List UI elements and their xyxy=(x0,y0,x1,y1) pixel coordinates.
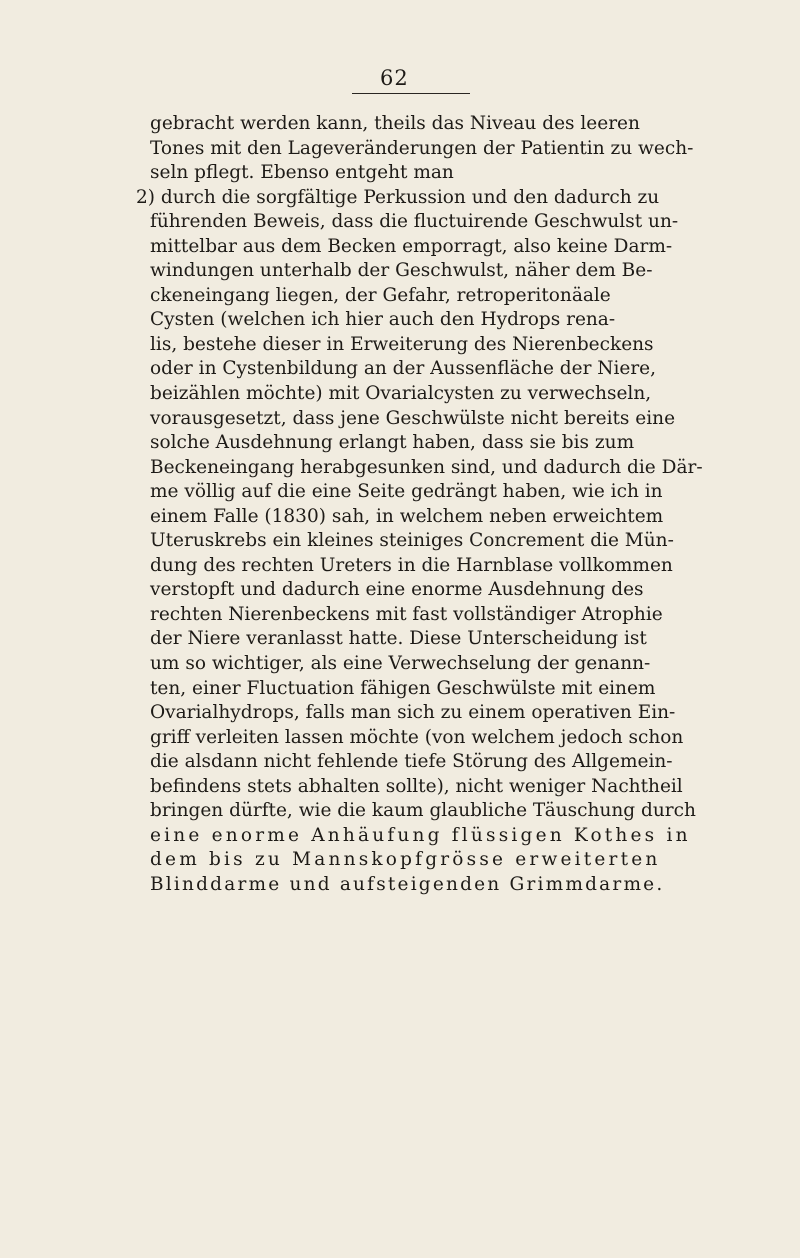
text-line: Uteruskrebs ein kleines steiniges Concrement die Mün- xyxy=(150,530,674,552)
text-line: me völlig auf die eine Seite gedrängt haben, wie ich in xyxy=(150,481,663,503)
body-text xyxy=(136,112,790,898)
text-line: der Niere veranlasst hatte. Diese Unterscheidung ist xyxy=(150,628,647,650)
text-line: führenden Beweis, dass die fluctuirende Geschwulst un- xyxy=(150,211,679,233)
text-line: die alsdann nicht fehlende tiefe Störung des Allgemein- xyxy=(150,751,673,773)
page-number: 62 xyxy=(380,66,409,90)
text-line: verstopft und dadurch eine enorme Ausdehnung des xyxy=(150,579,644,601)
text-line: mittelbar aus dem Becken emporragt, also keine Darm- xyxy=(150,235,673,257)
text-line: um so wichtiger, als eine Verwechselung der genann- xyxy=(150,653,651,675)
text-line: Beckeneingang herabgesunken sind, und dadurch die Där- xyxy=(150,456,703,478)
text-line: beizählen möchte) mit Ovarialcysten zu verwechseln, xyxy=(150,383,652,405)
text-line: Cysten (welchen ich hier auch den Hydrops rena- xyxy=(150,309,616,331)
header-rule xyxy=(352,93,470,94)
text-line: rechten Nierenbeckens mit fast vollständiger Atrophie xyxy=(150,603,663,625)
text-line: dem bis zu Mannskopfgrösse erweiterten xyxy=(150,849,661,871)
text-line: eine enorme Anhäufung flüssigen Kothes in xyxy=(150,824,691,846)
text-line: windungen unterhalb der Geschwulst, näher dem Be- xyxy=(150,260,653,282)
text-line: Tones mit den Lageveränderungen der Patientin zu wech- xyxy=(150,137,694,159)
text-line: vorausgesetzt, dass jene Geschwülste nicht bereits eine xyxy=(150,407,676,429)
text-line: ckeneingang liegen, der Gefahr, retroperitonäale xyxy=(150,284,611,306)
text-line: solche Ausdehnung erlangt haben, dass sie bis zum xyxy=(150,432,635,454)
text-line: bringen dürfte, wie die kaum glaubliche Täuschung durch xyxy=(150,800,696,822)
text-line: ten, einer Fluctuation fähigen Geschwülste mit einem xyxy=(150,677,656,699)
text-line: einem Falle (1830) sah, in welchem neben erweichtem xyxy=(150,505,664,527)
text-line: lis, bestehe dieser in Erweiterung des Nierenbeckens xyxy=(150,333,654,355)
text-line: gebracht werden kann, theils das Niveau des leeren xyxy=(150,113,640,134)
text-line: 2) durch die sorgfältige Perkussion und den dadurch zu xyxy=(136,186,660,208)
text-line: Ovarialhydrops, falls man sich zu einem operativen Ein- xyxy=(150,702,676,724)
text-line: dung des rechten Ureters in die Harnblase vollkommen xyxy=(150,554,673,576)
text-line: Blinddarme und aufsteigenden Grimmdarme. xyxy=(150,873,665,895)
text-line: seln pflegt. Ebenso entgeht man xyxy=(150,162,454,184)
text-line: griff verleiten lassen möchte (von welchem jedoch schon xyxy=(150,726,684,748)
text-line: oder in Cystenbildung an der Aussenfläche der Niere, xyxy=(150,358,657,380)
text-line: befindens stets abhalten sollte), nicht weniger Nachtheil xyxy=(150,775,683,797)
